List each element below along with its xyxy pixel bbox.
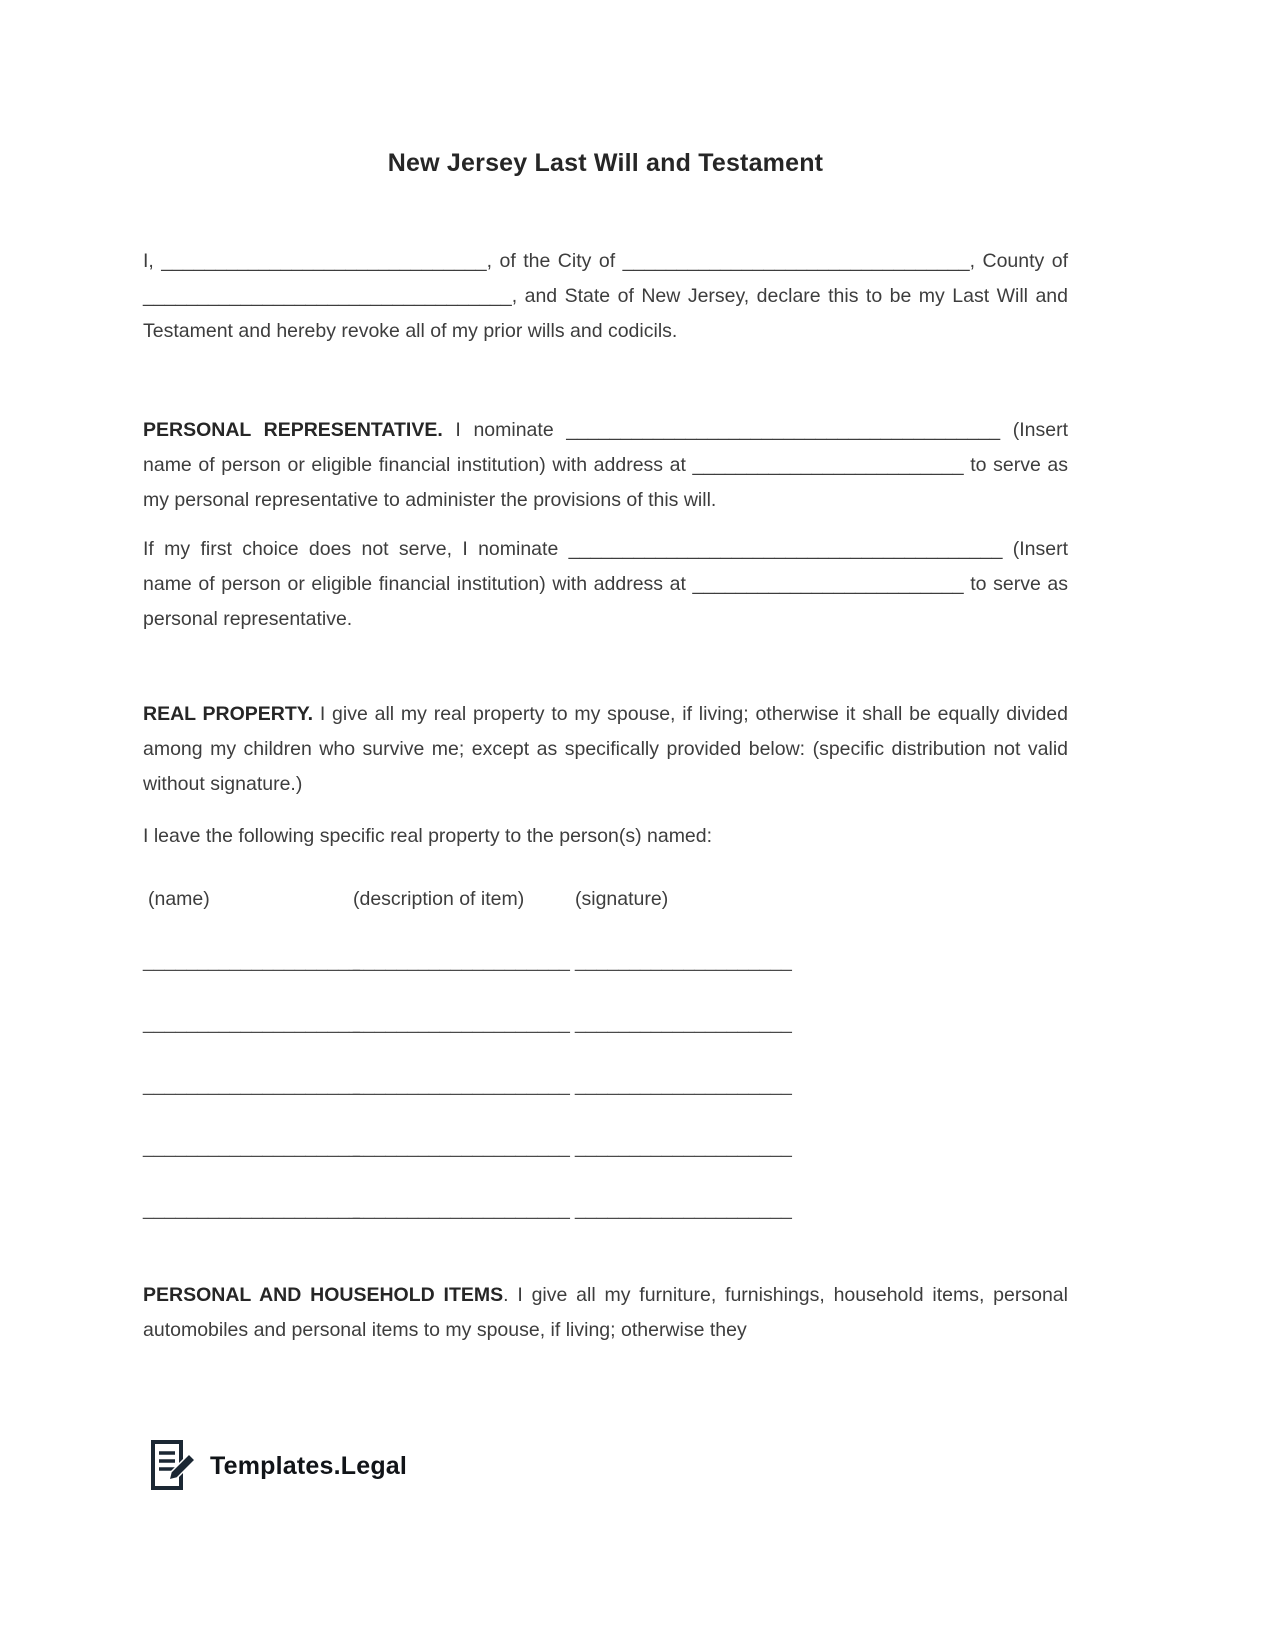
brand-name: Templates.Legal bbox=[210, 1451, 408, 1480]
blank-name-4: ____________________ bbox=[143, 1136, 360, 1158]
personal-representative-text-1: I nominate ________________________________________ (Insert name of person or eligible financial institution) with address at _________________________ to serve as my personal representative to administer the provisions of this will. bbox=[143, 419, 1068, 511]
column-header-name: (name) bbox=[148, 888, 210, 910]
table-row bbox=[143, 1134, 1068, 1160]
personal-household-text: . I give all my furniture, furnishings, household items, personal automobiles and personal items to my spouse, if living; otherwise they bbox=[143, 1284, 1068, 1341]
real-property-table bbox=[143, 886, 1068, 1222]
blank-description-3: ____________________ bbox=[353, 1074, 570, 1096]
section-real-property bbox=[143, 697, 1068, 1222]
personal-household-paragraph bbox=[143, 1278, 1068, 1348]
column-header-description: (description of item) bbox=[353, 888, 525, 910]
blank-signature-2: ____________________ bbox=[575, 1012, 792, 1034]
personal-household-heading: PERSONAL AND HOUSEHOLD ITEMS bbox=[143, 1284, 504, 1306]
page-title: New Jersey Last Will and Testament bbox=[387, 149, 824, 177]
document-pencil-icon bbox=[146, 1438, 196, 1494]
blank-description-1: ____________________ bbox=[353, 950, 570, 972]
section-personal-household-items bbox=[143, 1278, 1068, 1348]
blank-name-5: ____________________ bbox=[143, 1198, 360, 1220]
blank-signature-4: ____________________ bbox=[575, 1136, 792, 1158]
intro-paragraph: I, ______________________________, of the City of ________________________________, County of __________________________________, and State of New Jersey, declare this to be my Last Will and Testament and hereby revoke all of my prior wills and codicils. bbox=[143, 250, 1068, 342]
blank-name-2: ____________________ bbox=[143, 1012, 360, 1034]
real-property-heading: REAL PROPERTY. bbox=[143, 703, 314, 725]
table-row bbox=[143, 948, 1068, 974]
blank-name-1: ____________________ bbox=[143, 950, 360, 972]
personal-representative-paragraph-1 bbox=[143, 413, 1068, 518]
blank-name-3: ____________________ bbox=[143, 1074, 360, 1096]
personal-representative-heading: PERSONAL REPRESENTATIVE. bbox=[143, 419, 443, 441]
table-row bbox=[143, 1072, 1068, 1098]
real-property-lead-in: I leave the following specific real property to the person(s) named: bbox=[143, 825, 713, 847]
footer-brand bbox=[146, 1438, 407, 1494]
column-header-signature: (signature) bbox=[575, 888, 669, 910]
table-row bbox=[143, 1010, 1068, 1036]
real-property-paragraph bbox=[143, 697, 1068, 802]
personal-representative-paragraph-2: If my first choice does not serve, I nominate ________________________________________ (Insert name of person or eligible financial institution) with address at _________________________ to serve as personal representative. bbox=[143, 538, 1068, 630]
blank-description-4: ____________________ bbox=[353, 1136, 570, 1158]
blank-signature-3: ____________________ bbox=[575, 1074, 792, 1096]
blank-description-5: ____________________ bbox=[353, 1198, 570, 1220]
real-property-text: I give all my real property to my spouse, if living; otherwise it shall be equally divided among my children who survive me; except as specifically provided below: (specific distribution not valid without signature.) bbox=[143, 703, 1068, 795]
table-header-row bbox=[143, 886, 1068, 912]
section-personal-representative bbox=[143, 413, 1068, 637]
blank-signature-5: ____________________ bbox=[575, 1198, 792, 1220]
table-row bbox=[143, 1196, 1068, 1222]
blank-description-2: ____________________ bbox=[353, 1012, 570, 1034]
blank-signature-1: ____________________ bbox=[575, 950, 792, 972]
